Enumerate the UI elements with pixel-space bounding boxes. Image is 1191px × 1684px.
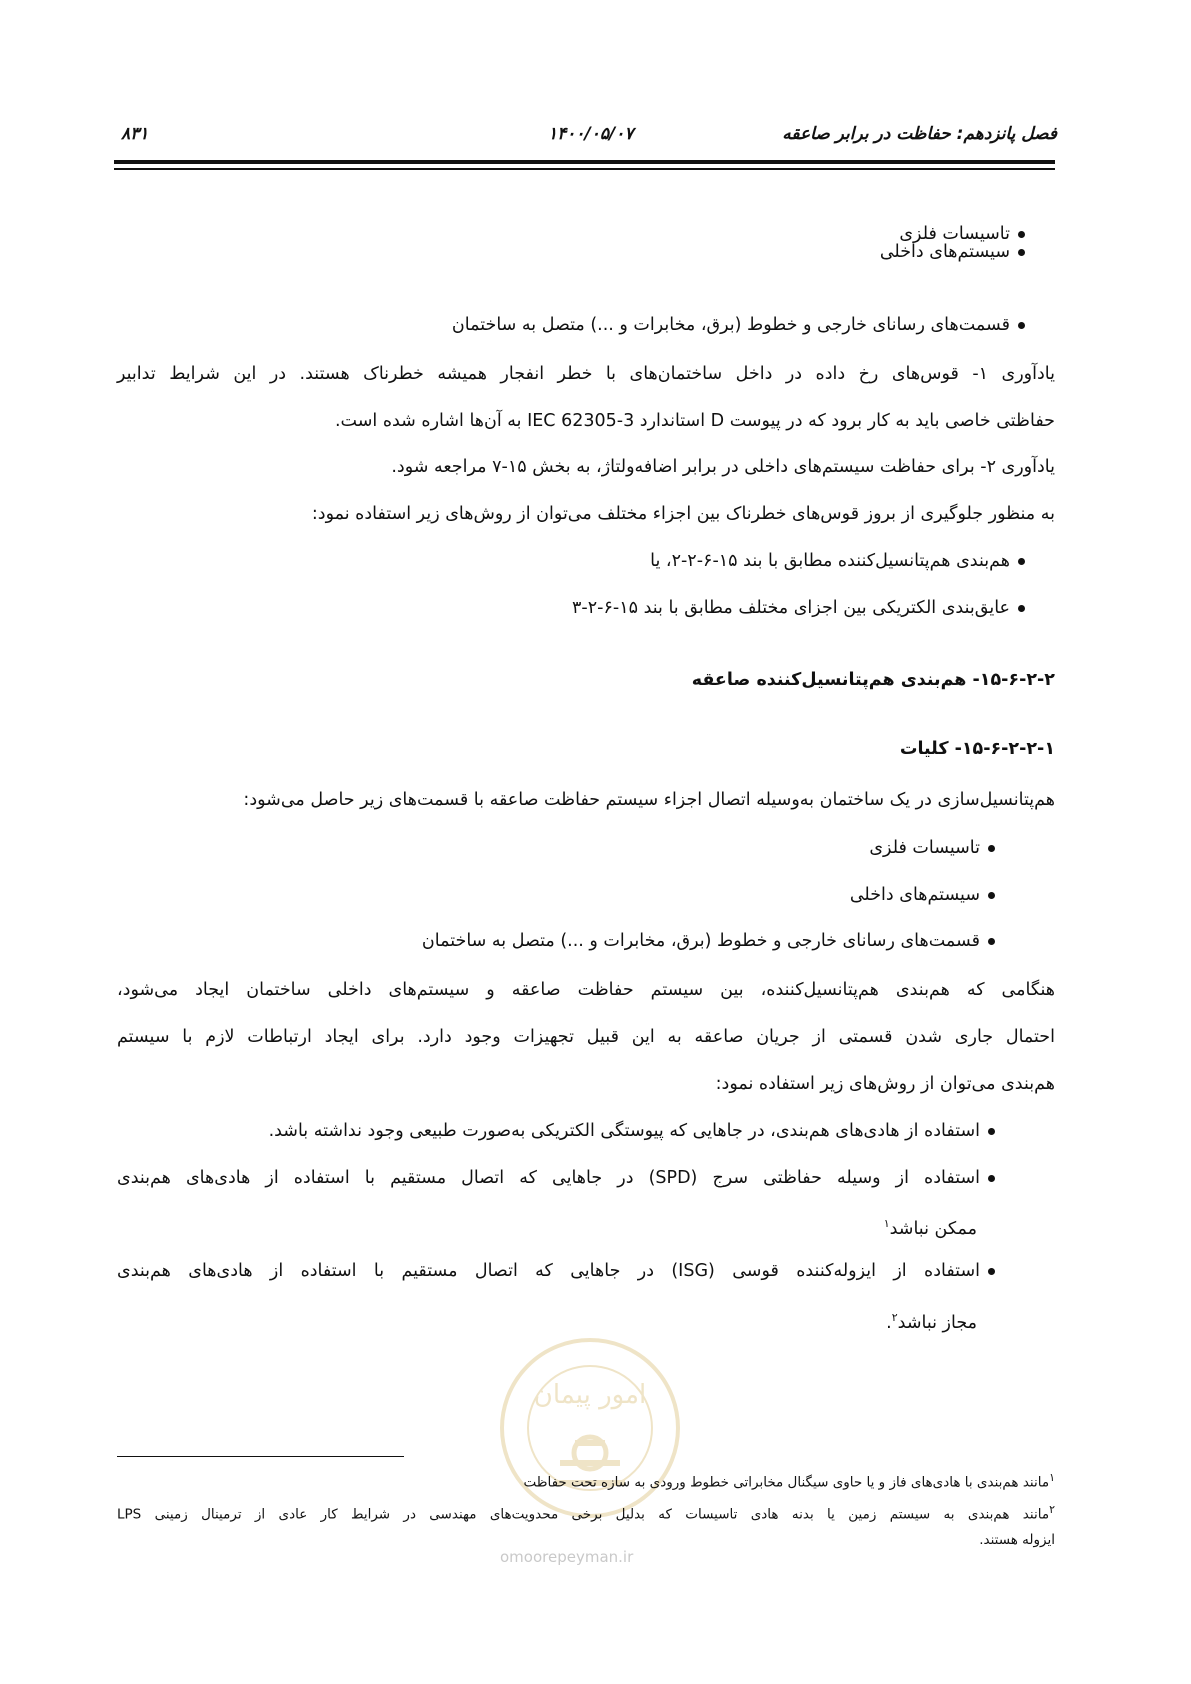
paragraph-line-end: هم‌بندی می‌توان از روش‌های زیر استفاده نمود: xyxy=(715,1074,1055,1094)
header-page-number: ۸۳۱ xyxy=(121,124,149,144)
watermark-text: omoorepeyman.ir xyxy=(500,1548,634,1566)
bullet-icon xyxy=(988,938,995,945)
footnote-mark: ۱ xyxy=(1049,1471,1055,1484)
bullet-item: سیستم‌های داخلی xyxy=(880,240,1025,264)
watermark-seal-text: امور پیمان xyxy=(533,1380,647,1410)
bullet-icon xyxy=(988,1128,995,1135)
footnote-2: $^۲$مانند هم‌بندی به سیستم زمین یا بدنه هادی تاسیسات که بدلیل برخی محدویت‌های مهندسی در شرایط کار عادی از ترمینال زمینی LPS xyxy=(117,1503,1055,1523)
subsection-heading: ۱۵-۶-۲-۲-۱- کلیات xyxy=(899,739,1055,759)
bullet-item: استفاده از ایزوله‌کننده قوسی (ISG) در جاهایی که اتصال مستقیم با استفاده از هادی‌های هم‌بندی xyxy=(117,1259,995,1283)
bullet-icon xyxy=(988,1268,995,1275)
bullet-icon xyxy=(988,892,995,899)
bullet-item: هم‌بندی هم‌پتانسیل‌کننده مطابق با بند ۱۵-۶-۲-۲، یا xyxy=(650,549,1025,573)
bullet-icon xyxy=(1018,231,1025,238)
bullet-icon xyxy=(988,1175,995,1182)
bullet-item: استفاده از هادی‌های هم‌بندی، در جاهایی که پیوستگی الکتریکی به‌صورت طبیعی وجود نداشته باشد. xyxy=(269,1119,995,1143)
bullet-icon xyxy=(1018,322,1025,329)
footnote-rule xyxy=(117,1456,404,1457)
footnote-ref[interactable]: ۲ xyxy=(891,1311,898,1324)
bullet-item: تاسیسات فلزی xyxy=(899,222,1025,246)
bullet-continuation: ممکن نباشد$^۱$ xyxy=(883,1217,977,1239)
footnote-1: $^۱$مانند هم‌بندی با هادی‌های فاز و یا حاوی سیگنال مخابراتی خطوط ورودی به سازه تحت حفاظت xyxy=(523,1471,1055,1491)
bullet-continuation: مجاز نباشد$^۲$. xyxy=(886,1311,977,1333)
bullet-item: سیستم‌های داخلی xyxy=(850,883,995,907)
bullet-icon xyxy=(1018,558,1025,565)
bullet-icon xyxy=(988,845,995,852)
note-1-line: یادآوری ۱- قوس‌های رخ داده در داخل ساختمان‌های با خطر انفجار همیشه خطرناک هستند. در این شرایط تدابیر xyxy=(117,364,1055,384)
note-2: یادآوری ۲- برای حفاظت سیستم‌های داخلی در برابر اضافه‌ولتاژ، به بخش ۱۵-۷ مراجعه شود. xyxy=(391,457,1055,477)
note-1-line-end: حفاظتی خاصی باید به کار برود که در پیوست D استاندارد IEC 62305-3 به آن‌ها اشاره شده است. xyxy=(334,411,1055,431)
bullet-item: استفاده از وسیله حفاظتی سرج (SPD) در جاهایی که اتصال مستقیم با استفاده از هادی‌های هم‌بندی xyxy=(117,1166,995,1190)
paragraph-line: هنگامی که هم‌بندی هم‌پتانسیل‌کننده، بین سیستم حفاظت صاعقه و سیستم‌های داخلی ساختمان ایجاد می‌شود، xyxy=(117,980,1055,1000)
bullet-item: قسمت‌های رسانای خارجی و خطوط (برق، مخابرات و ...) متصل به ساختمان xyxy=(452,313,1025,337)
watermark-seal-icon xyxy=(495,1333,685,1523)
section-heading: ۱۵-۶-۲-۲- هم‌بندی هم‌پتانسیل‌کننده صاعقه xyxy=(691,670,1055,690)
header-date: ۱۴۰۰/۰۵/۰۷ xyxy=(548,124,634,144)
bullet-icon xyxy=(1018,249,1025,256)
footnote-ref[interactable]: ۱ xyxy=(883,1217,890,1230)
paragraph-intro: به منظور جلوگیری از بروز قوس‌های خطرناک بین اجزاء مختلف می‌توان از روش‌های زیر استفاده نمود: xyxy=(311,504,1055,524)
paragraph-line: احتمال جاری شدن قسمتی از جریان صاعقه به این قبیل تجهیزات وجود دارد. برای ایجاد ارتباطات لازم با سیستم xyxy=(117,1027,1055,1047)
footnote-mark: ۲ xyxy=(1049,1503,1055,1516)
footnote-2-continuation: ایزوله هستند. xyxy=(979,1532,1055,1548)
header-rule-thick xyxy=(114,160,1055,164)
header-rule-thin xyxy=(114,168,1055,170)
bullet-item: عایق‌بندی الکتریکی بین اجزای مختلف مطابق با بند ۱۵-۶-۲-۳ xyxy=(572,596,1025,620)
bullet-icon xyxy=(1018,605,1025,612)
header-chapter-title: فصل پانزدهم: حفاظت در برابر صاعقه xyxy=(782,124,1057,144)
paragraph-intro: هم‌پتانسیل‌سازی در یک ساختمان به‌وسیله اتصال اجزاء سیستم حفاظت صاعقه با قسمت‌های زیر حاصل می‌شود: xyxy=(243,790,1055,810)
bullet-item: تاسیسات فلزی xyxy=(869,836,995,860)
bullet-item: قسمت‌های رسانای خارجی و خطوط (برق، مخابرات و ...) متصل به ساختمان xyxy=(422,929,995,953)
